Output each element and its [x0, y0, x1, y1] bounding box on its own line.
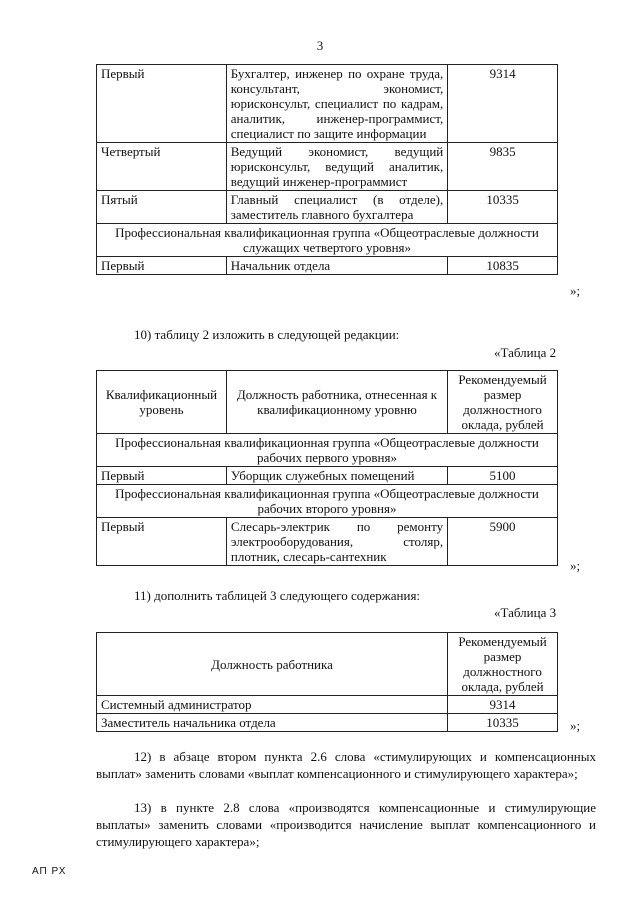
salary-cell: 5100 [448, 467, 558, 485]
header-salary: Рекомендуемый размер должностного оклада, рублей [448, 633, 558, 696]
item-11: 11) дополнить таблицей 3 следующего содержания: [134, 588, 421, 603]
position-cell: Бухгалтер, инженер по охране труда, консультант, экономист, юрисконсульт, специалист по кадрам, аналитик, инженер-программист, специалист по защите информации [226, 65, 447, 143]
position-cell: Главный специалист (в отделе), заместитель главного бухгалтера [226, 191, 447, 224]
position-cell: Слесарь-электрик по ремонту электрооборудования, столяр, плотник, слесарь-сантехник [226, 518, 447, 566]
header-level: Квалификационный уровень [97, 371, 227, 434]
position-cell: Системный администратор [97, 696, 448, 714]
table-row [97, 65, 558, 143]
table2 [96, 370, 558, 566]
table3 [96, 632, 558, 732]
position-cell: Начальник отдела [226, 257, 447, 275]
salary-cell: 9314 [448, 65, 558, 143]
level-cell: Первый [97, 257, 227, 275]
item-10: 10) таблицу 2 изложить в следующей редакции: [134, 327, 400, 342]
table-row [97, 714, 558, 732]
group-header-row [97, 434, 558, 467]
group-header-row [97, 224, 558, 257]
table-row [97, 518, 558, 566]
table-row [97, 191, 558, 224]
salary-cell: 10835 [448, 257, 558, 275]
group-header: Профессиональная квалификационная группа «Общеотраслевые должности служащих четвертого уровня» [97, 224, 558, 257]
table3-label: «Таблица 3 [494, 605, 557, 620]
table2-label: «Таблица 2 [494, 345, 557, 360]
group-header-row [97, 485, 558, 518]
header-position: Должность работника, отнесенная к квалификационному уровню [226, 371, 447, 434]
position-cell: Заместитель начальника отдела [97, 714, 448, 732]
group-header: Профессиональная квалификационная группа «Общеотраслевые должности рабочих второго уровня» [97, 485, 558, 518]
table-row [97, 143, 558, 191]
salary-cell: 9314 [448, 696, 558, 714]
level-cell: Пятый [97, 191, 227, 224]
item-12: 12) в абзаце втором пункта 2.6 слова «стимулирующих и компенсационных выплат» заменить словами «выплат компенсационного и стимулирующего характера»; [96, 749, 596, 781]
level-cell: Четвертый [97, 143, 227, 191]
level-cell: Первый [97, 65, 227, 143]
header-row [97, 633, 558, 696]
salary-cell: 10335 [448, 191, 558, 224]
item-13: 13) в пункте 2.8 слова «производятся компенсационные и стимулирующие выплаты» заменить словами «производится начисление выплат компенсационного и стимулирующего характера»; [96, 800, 596, 849]
header-salary: Рекомендуемый размер должностного оклада, рублей [448, 371, 558, 434]
table2-closing-quote: »; [570, 558, 581, 573]
footer-mark: АП РХ [32, 866, 67, 877]
table-row [97, 467, 558, 485]
table3-closing-quote: »; [570, 718, 581, 733]
salary-cell: 5900 [448, 518, 558, 566]
level-cell: Первый [97, 467, 227, 485]
position-cell: Ведущий экономист, ведущий юрисконсульт, ведущий аналитик, ведущий инженер-программист [226, 143, 447, 191]
level-cell: Первый [97, 518, 227, 566]
table1-continuation [96, 64, 558, 275]
header-position: Должность работника [97, 633, 448, 696]
table1-closing-quote: »; [570, 283, 581, 298]
position-cell: Уборщик служебных помещений [226, 467, 447, 485]
page-number: 3 [316, 38, 324, 53]
table-row [97, 696, 558, 714]
header-row [97, 371, 558, 434]
salary-cell: 10335 [448, 714, 558, 732]
salary-cell: 9835 [448, 143, 558, 191]
group-header: Профессиональная квалификационная группа «Общеотраслевые должности рабочих первого уровня» [97, 434, 558, 467]
table-row [97, 257, 558, 275]
